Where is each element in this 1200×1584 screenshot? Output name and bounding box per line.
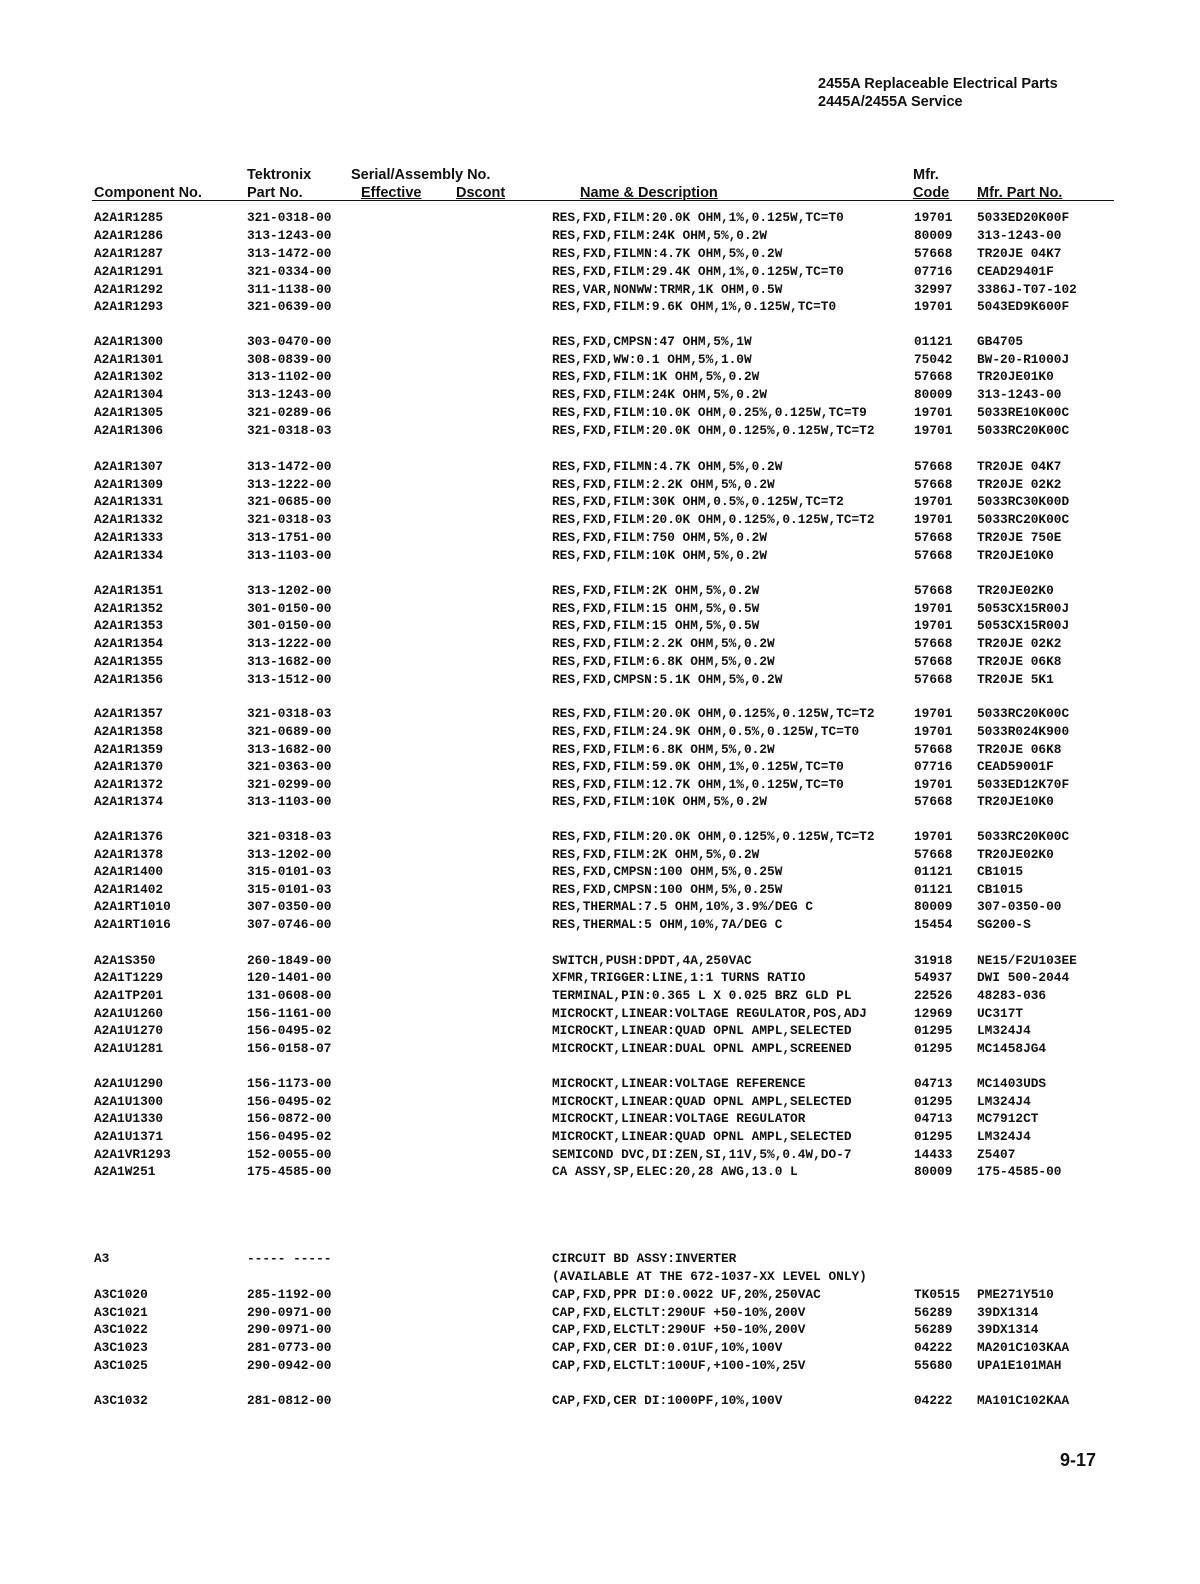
mfr-code: 80009 (914, 899, 953, 914)
component-no: A3 (94, 1251, 110, 1266)
component-no: A2A1R1292 (94, 282, 164, 297)
mfr-code: 57668 (914, 742, 953, 757)
component-no: A2A1R1378 (94, 847, 164, 862)
mfr-part-no: 5033RE10K00C (977, 405, 1070, 420)
mfr-code: 57668 (914, 369, 953, 384)
description: MICROCKT,LINEAR:QUAD OPNL AMPL,SELECTED (552, 1094, 852, 1109)
part-no: 321-0318-03 (247, 512, 332, 527)
mfr-code: 55680 (914, 1358, 953, 1373)
description: RES,FXD,FILM:6.8K OHM,5%,0.2W (552, 742, 775, 757)
description: SEMICOND DVC,DI:ZEN,SI,11V,5%,0.4W,DO-7 (552, 1147, 852, 1162)
description: TERMINAL,PIN:0.365 L X 0.025 BRZ GLD PL (552, 988, 852, 1003)
description: RES,THERMAL:7.5 OHM,10%,3.9%/DEG C (552, 899, 814, 914)
mfr-part-no: MA201C103KAA (977, 1340, 1070, 1355)
mfr-code: 57668 (914, 672, 953, 687)
component-no: A2A1S350 (94, 953, 156, 968)
part-no: 156-0495-02 (247, 1094, 332, 1109)
mfr-code: 80009 (914, 387, 953, 402)
mfr-part-no: 3386J-T07-102 (977, 282, 1077, 297)
component-no: A2A1R1400 (94, 864, 164, 879)
component-no: A2A1VR1293 (94, 1147, 171, 1162)
component-no: A2A1R1291 (94, 264, 164, 279)
component-no: A2A1R1309 (94, 477, 164, 492)
component-no: A2A1U1270 (94, 1023, 164, 1038)
part-no: 313-1102-00 (247, 369, 332, 384)
component-no: A2A1R1351 (94, 583, 164, 598)
header-dscont: Dscont (456, 185, 506, 201)
description: MICROCKT,LINEAR:QUAD OPNL AMPL,SELECTED (552, 1023, 852, 1038)
part-no: 321-0318-03 (247, 829, 332, 844)
description: RES,FXD,FILM:24K OHM,5%,0.2W (552, 228, 768, 243)
description: CAP,FXD,ELCTLT:100UF,+100-10%,25V (552, 1358, 806, 1373)
description: RES,FXD,FILM:10.0K OHM,0.25%,0.125W,TC=T9 (552, 405, 867, 420)
mfr-code: 04222 (914, 1340, 953, 1355)
mfr-code: TK0515 (914, 1287, 961, 1302)
mfr-part-no: 5033RC20K00C (977, 512, 1070, 527)
mfr-part-no: CEAD29401F (977, 264, 1054, 279)
part-no: ----- ----- (247, 1251, 332, 1266)
component-no: A2A1RT1016 (94, 917, 171, 932)
component-no: A2A1R1307 (94, 459, 164, 474)
description: RES,FXD,FILM:2K OHM,5%,0.2W (552, 583, 760, 598)
header-serial-assembly: Serial/Assembly No. (351, 167, 491, 183)
mfr-part-no: TR20JE 04K7 (977, 246, 1062, 261)
component-no: A2A1R1302 (94, 369, 164, 384)
description: CAP,FXD,PPR DI:0.0022 UF,20%,250VAC (552, 1287, 821, 1302)
mfr-part-no: TR20JE 02K2 (977, 477, 1062, 492)
mfr-part-no: LM324J4 (977, 1094, 1031, 1109)
part-no: 311-1138-00 (247, 282, 332, 297)
component-no: A2A1R1372 (94, 777, 164, 792)
component-no: A2A1R1285 (94, 210, 164, 225)
component-no: A2A1R1374 (94, 794, 164, 809)
mfr-code: 14433 (914, 1147, 953, 1162)
component-no: A2A1R1352 (94, 601, 164, 616)
mfr-code: 75042 (914, 352, 953, 367)
mfr-part-no: MC1458JG4 (977, 1041, 1047, 1056)
component-no: A3C1020 (94, 1287, 148, 1302)
header-mfr-part-no: Mfr. Part No. (977, 185, 1063, 201)
mfr-part-no: 5033RC20K00C (977, 829, 1070, 844)
mfr-code: 54937 (914, 970, 953, 985)
component-no: A2A1R1376 (94, 829, 164, 844)
mfr-code: 57668 (914, 459, 953, 474)
description: RES,FXD,FILM:29.4K OHM,1%,0.125W,TC=T0 (552, 264, 844, 279)
part-no: 313-1222-00 (247, 636, 332, 651)
mfr-part-no: CB1015 (977, 882, 1024, 897)
component-no: A2A1R1402 (94, 882, 164, 897)
part-no: 321-0299-00 (247, 777, 332, 792)
component-no: A2A1R1358 (94, 724, 164, 739)
part-no: 313-1472-00 (247, 459, 332, 474)
mfr-code: 57668 (914, 654, 953, 669)
description: RES,FXD,FILM:20.0K OHM,0.125%,0.125W,TC=T2 (552, 512, 875, 527)
description: RES,FXD,FILM:24.9K OHM,0.5%,0.125W,TC=T0 (552, 724, 860, 739)
mfr-code: 57668 (914, 246, 953, 261)
mfr-part-no: 39DX1314 (977, 1305, 1039, 1320)
part-no: 307-0746-00 (247, 917, 332, 932)
part-no: 313-1751-00 (247, 530, 332, 545)
component-no: A3C1023 (94, 1340, 148, 1355)
component-no: A2A1U1330 (94, 1111, 164, 1126)
mfr-part-no: 5053CX15R00J (977, 601, 1070, 616)
mfr-part-no: 313-1243-00 (977, 387, 1062, 402)
mfr-part-no: TR20JE10K0 (977, 794, 1054, 809)
description: SWITCH,PUSH:DPDT,4A,250VAC (552, 953, 752, 968)
mfr-code: 80009 (914, 228, 953, 243)
component-no: A2A1R1305 (94, 405, 164, 420)
component-no: A2A1R1300 (94, 334, 164, 349)
mfr-part-no: TR20JE 750E (977, 530, 1062, 545)
mfr-code: 19701 (914, 494, 953, 509)
part-no: 303-0470-00 (247, 334, 332, 349)
description: CAP,FXD,ELCTLT:290UF +50-10%,200V (552, 1322, 806, 1337)
description: RES,FXD,FILM:10K OHM,5%,0.2W (552, 794, 768, 809)
description: MICROCKT,LINEAR:VOLTAGE REGULATOR (552, 1111, 806, 1126)
mfr-part-no: 5043ED9K600F (977, 299, 1070, 314)
mfr-code: 56289 (914, 1305, 953, 1320)
part-no: 313-1682-00 (247, 654, 332, 669)
description: MICROCKT,LINEAR:DUAL OPNL AMPL,SCREENED (552, 1041, 852, 1056)
component-no: A2A1T1229 (94, 970, 164, 985)
mfr-code: 19701 (914, 405, 953, 420)
mfr-part-no: CEAD59001F (977, 759, 1054, 774)
part-no: 313-1472-00 (247, 246, 332, 261)
header-effective: Effective (361, 185, 422, 201)
part-no: 313-1103-00 (247, 794, 332, 809)
mfr-part-no: BW-20-R1000J (977, 352, 1070, 367)
mfr-part-no: 5053CX15R00J (977, 618, 1070, 633)
mfr-part-no: TR20JE 04K7 (977, 459, 1062, 474)
part-no: 131-0608-00 (247, 988, 332, 1003)
mfr-part-no: CB1015 (977, 864, 1024, 879)
component-no: A2A1R1287 (94, 246, 164, 261)
part-no: 156-1161-00 (247, 1006, 332, 1021)
component-no: A2A1U1290 (94, 1076, 164, 1091)
mfr-code: 57668 (914, 583, 953, 598)
description: (AVAILABLE AT THE 672-1037-XX LEVEL ONLY) (552, 1269, 867, 1284)
header-title-line2: 2445A/2455A Service (818, 94, 963, 110)
mfr-part-no: 5033RC20K00C (977, 706, 1070, 721)
part-no: 315-0101-03 (247, 882, 332, 897)
description: RES,FXD,FILM:750 OHM,5%,0.2W (552, 530, 768, 545)
mfr-code: 19701 (914, 829, 953, 844)
part-no: 156-0495-02 (247, 1129, 332, 1144)
description: RES,FXD,FILM:30K OHM,0.5%,0.125W,TC=T2 (552, 494, 844, 509)
mfr-code: 19701 (914, 777, 953, 792)
mfr-part-no: 175-4585-00 (977, 1164, 1062, 1179)
part-no: 152-0055-00 (247, 1147, 332, 1162)
mfr-code: 04713 (914, 1076, 953, 1091)
part-no: 156-1173-00 (247, 1076, 332, 1091)
description: RES,FXD,FILM:15 OHM,5%,0.5W (552, 601, 760, 616)
description: RES,FXD,FILM:1K OHM,5%,0.2W (552, 369, 760, 384)
component-no: A2A1R1357 (94, 706, 164, 721)
part-no: 315-0101-03 (247, 864, 332, 879)
description: MICROCKT,LINEAR:QUAD OPNL AMPL,SELECTED (552, 1129, 852, 1144)
part-no: 321-0363-00 (247, 759, 332, 774)
part-no: 321-0334-00 (247, 264, 332, 279)
description: RES,FXD,FILM:2K OHM,5%,0.2W (552, 847, 760, 862)
mfr-code: 57668 (914, 530, 953, 545)
part-no: 313-1222-00 (247, 477, 332, 492)
component-no: A2A1R1355 (94, 654, 164, 669)
part-no: 313-1103-00 (247, 548, 332, 563)
component-no: A2A1TP201 (94, 988, 164, 1003)
part-no: 313-1243-00 (247, 387, 332, 402)
part-no: 156-0495-02 (247, 1023, 332, 1038)
component-no: A2A1U1300 (94, 1094, 164, 1109)
mfr-part-no: UC317T (977, 1006, 1024, 1021)
part-no: 321-0318-03 (247, 423, 332, 438)
part-no: 313-1512-00 (247, 672, 332, 687)
component-no: A2A1R1354 (94, 636, 164, 651)
mfr-code: 04222 (914, 1393, 953, 1408)
description: RES,FXD,FILM:59.0K OHM,1%,0.125W,TC=T0 (552, 759, 844, 774)
component-no: A3C1025 (94, 1358, 148, 1373)
mfr-part-no: TR20JE 06K8 (977, 654, 1062, 669)
description: RES,THERMAL:5 OHM,10%,7A/DEG C (552, 917, 783, 932)
mfr-code: 12969 (914, 1006, 953, 1021)
description: RES,FXD,FILM:12.7K OHM,1%,0.125W,TC=T0 (552, 777, 844, 792)
mfr-code: 56289 (914, 1322, 953, 1337)
mfr-part-no: TR20JE01K0 (977, 369, 1054, 384)
description: CAP,FXD,CER DI:1000PF,10%,100V (552, 1393, 783, 1408)
part-no: 301-0150-00 (247, 601, 332, 616)
description: RES,FXD,FILM:20.0K OHM,1%,0.125W,TC=T0 (552, 210, 844, 225)
part-no: 260-1849-00 (247, 953, 332, 968)
part-no: 313-1682-00 (247, 742, 332, 757)
description: RES,FXD,FILMN:4.7K OHM,5%,0.2W (552, 459, 783, 474)
mfr-part-no: 307-0350-00 (977, 899, 1062, 914)
mfr-part-no: 5033ED12K70F (977, 777, 1070, 792)
part-no: 321-0685-00 (247, 494, 332, 509)
component-no: A2A1R1304 (94, 387, 164, 402)
part-no: 290-0971-00 (247, 1322, 332, 1337)
mfr-code: 19701 (914, 299, 953, 314)
mfr-part-no: 5033RC20K00C (977, 423, 1070, 438)
header-mfr: Mfr. (913, 167, 939, 183)
part-no: 321-0639-00 (247, 299, 332, 314)
part-no: 321-0318-00 (247, 210, 332, 225)
mfr-code: 01295 (914, 1129, 953, 1144)
component-no: A2A1R1293 (94, 299, 164, 314)
component-no: A2A1R1332 (94, 512, 164, 527)
mfr-part-no: NE15/F2U103EE (977, 953, 1077, 968)
description: RES,FXD,FILM:20.0K OHM,0.125%,0.125W,TC=T2 (552, 423, 875, 438)
part-no: 321-0318-03 (247, 706, 332, 721)
part-no: 120-1401-00 (247, 970, 332, 985)
mfr-code: 07716 (914, 759, 953, 774)
component-no: A2A1R1306 (94, 423, 164, 438)
part-no: 308-0839-00 (247, 352, 332, 367)
mfr-part-no: TR20JE02K0 (977, 583, 1054, 598)
description: RES,FXD,FILM:24K OHM,5%,0.2W (552, 387, 768, 402)
description: RES,FXD,FILM:15 OHM,5%,0.5W (552, 618, 760, 633)
description: RES,FXD,FILM:2.2K OHM,5%,0.2W (552, 636, 775, 651)
mfr-code: 01295 (914, 1041, 953, 1056)
header-part-no: Part No. (247, 185, 303, 201)
mfr-code: 57668 (914, 636, 953, 651)
part-no: 321-0689-00 (247, 724, 332, 739)
mfr-part-no: SG200-S (977, 917, 1031, 932)
description: RES,FXD,CMPSN:100 OHM,5%,0.25W (552, 864, 783, 879)
mfr-code: 19701 (914, 210, 953, 225)
mfr-part-no: UPA1E101MAH (977, 1358, 1062, 1373)
mfr-code: 57668 (914, 794, 953, 809)
header-name-description: Name & Description (580, 185, 718, 201)
mfr-part-no: LM324J4 (977, 1023, 1031, 1038)
component-no: A2A1R1331 (94, 494, 164, 509)
description: RES,FXD,FILM:2.2K OHM,5%,0.2W (552, 477, 775, 492)
mfr-code: 19701 (914, 512, 953, 527)
component-no: A2A1R1370 (94, 759, 164, 774)
mfr-code: 04713 (914, 1111, 953, 1126)
description: CAP,FXD,ELCTLT:290UF +50-10%,200V (552, 1305, 806, 1320)
description: RES,FXD,FILM:9.6K OHM,1%,0.125W,TC=T0 (552, 299, 837, 314)
description: RES,FXD,FILM:20.0K OHM,0.125%,0.125W,TC=T2 (552, 829, 875, 844)
part-no: 290-0942-00 (247, 1358, 332, 1373)
description: RES,VAR,NONWW:TRMR,1K OHM,0.5W (552, 282, 783, 297)
component-no: A2A1R1353 (94, 618, 164, 633)
component-no: A3C1032 (94, 1393, 148, 1408)
component-no: A2A1U1371 (94, 1129, 164, 1144)
description: RES,FXD,CMPSN:100 OHM,5%,0.25W (552, 882, 783, 897)
mfr-part-no: MC1403UDS (977, 1076, 1047, 1091)
description: CA ASSY,SP,ELEC:20,28 AWG,13.0 L (552, 1164, 798, 1179)
mfr-part-no: Z5407 (977, 1147, 1016, 1162)
component-no: A2A1RT1010 (94, 899, 171, 914)
mfr-part-no: TR20JE 5K1 (977, 672, 1054, 687)
component-no: A2A1R1359 (94, 742, 164, 757)
header-component-no: Component No. (94, 185, 202, 201)
mfr-part-no: 5033R024K900 (977, 724, 1070, 739)
header-code: Code (913, 185, 950, 201)
component-no: A2A1R1334 (94, 548, 164, 563)
component-no: A3C1022 (94, 1322, 148, 1337)
header-title-line1: 2455A Replaceable Electrical Parts (818, 76, 1058, 92)
component-no: A2A1R1286 (94, 228, 164, 243)
part-no: 290-0971-00 (247, 1305, 332, 1320)
description: RES,FXD,CMPSN:47 OHM,5%,1W (552, 334, 752, 349)
description: MICROCKT,LINEAR:VOLTAGE REGULATOR,POS,ADJ (552, 1006, 867, 1021)
page-number: 9-17 (1060, 1450, 1097, 1470)
mfr-part-no: DWI 500-2044 (977, 970, 1070, 985)
description: RES,FXD,FILM:10K OHM,5%,0.2W (552, 548, 768, 563)
mfr-code: 19701 (914, 423, 953, 438)
component-no: A2A1U1281 (94, 1041, 164, 1056)
mfr-code: 01295 (914, 1094, 953, 1109)
part-no: 313-1202-00 (247, 847, 332, 862)
part-no: 281-0773-00 (247, 1340, 332, 1355)
mfr-code: 19701 (914, 601, 953, 616)
part-no: 285-1192-00 (247, 1287, 332, 1302)
mfr-part-no: 5033ED20K00F (977, 210, 1070, 225)
mfr-part-no: PME271Y510 (977, 1287, 1054, 1302)
mfr-code: 15454 (914, 917, 953, 932)
mfr-code: 22526 (914, 988, 953, 1003)
mfr-code: 32997 (914, 282, 953, 297)
part-no: 307-0350-00 (247, 899, 332, 914)
part-no: 156-0872-00 (247, 1111, 332, 1126)
mfr-part-no: 39DX1314 (977, 1322, 1039, 1337)
mfr-code: 57668 (914, 847, 953, 862)
component-no: A2A1R1301 (94, 352, 164, 367)
description: MICROCKT,LINEAR:VOLTAGE REFERENCE (552, 1076, 806, 1091)
mfr-part-no: GB4705 (977, 334, 1024, 349)
description: CAP,FXD,CER DI:0.01UF,10%,100V (552, 1340, 783, 1355)
header-rule (92, 200, 1114, 201)
mfr-part-no: TR20JE10K0 (977, 548, 1054, 563)
description: CIRCUIT BD ASSY:INVERTER (552, 1251, 737, 1266)
description: RES,FXD,WW:0.1 OHM,5%,1.0W (552, 352, 752, 367)
mfr-code: 01121 (914, 334, 953, 349)
component-no: A2A1W251 (94, 1164, 156, 1179)
mfr-code: 31918 (914, 953, 953, 968)
description: RES,FXD,FILMN:4.7K OHM,5%,0.2W (552, 246, 783, 261)
mfr-code: 19701 (914, 724, 953, 739)
description: RES,FXD,CMPSN:5.1K OHM,5%,0.2W (552, 672, 783, 687)
mfr-code: 57668 (914, 548, 953, 563)
component-no: A2A1U1260 (94, 1006, 164, 1021)
description: RES,FXD,FILM:6.8K OHM,5%,0.2W (552, 654, 775, 669)
part-no: 313-1243-00 (247, 228, 332, 243)
header-tektronix: Tektronix (247, 167, 312, 183)
mfr-part-no: 313-1243-00 (977, 228, 1062, 243)
mfr-part-no: TR20JE 06K8 (977, 742, 1062, 757)
part-no: 156-0158-07 (247, 1041, 332, 1056)
mfr-part-no: MC7912CT (977, 1111, 1039, 1126)
component-no: A2A1R1356 (94, 672, 164, 687)
mfr-part-no: LM324J4 (977, 1129, 1031, 1144)
part-no: 175-4585-00 (247, 1164, 332, 1179)
mfr-part-no: TR20JE 02K2 (977, 636, 1062, 651)
mfr-part-no: MA101C102KAA (977, 1393, 1070, 1408)
mfr-code: 01295 (914, 1023, 953, 1038)
mfr-part-no: TR20JE02K0 (977, 847, 1054, 862)
mfr-code: 07716 (914, 264, 953, 279)
description: XFMR,TRIGGER:LINE,1:1 TURNS RATIO (552, 970, 806, 985)
part-no: 281-0812-00 (247, 1393, 332, 1408)
mfr-code: 01121 (914, 864, 953, 879)
mfr-part-no: 5033RC30K00D (977, 494, 1070, 509)
mfr-code: 80009 (914, 1164, 953, 1179)
part-no: 313-1202-00 (247, 583, 332, 598)
part-no: 321-0289-06 (247, 405, 332, 420)
component-no: A3C1021 (94, 1305, 148, 1320)
part-no: 301-0150-00 (247, 618, 332, 633)
mfr-code: 19701 (914, 706, 953, 721)
mfr-code: 57668 (914, 477, 953, 492)
mfr-code: 01121 (914, 882, 953, 897)
mfr-code: 19701 (914, 618, 953, 633)
mfr-part-no: 48283-036 (977, 988, 1047, 1003)
description: RES,FXD,FILM:20.0K OHM,0.125%,0.125W,TC=T2 (552, 706, 875, 721)
component-no: A2A1R1333 (94, 530, 164, 545)
